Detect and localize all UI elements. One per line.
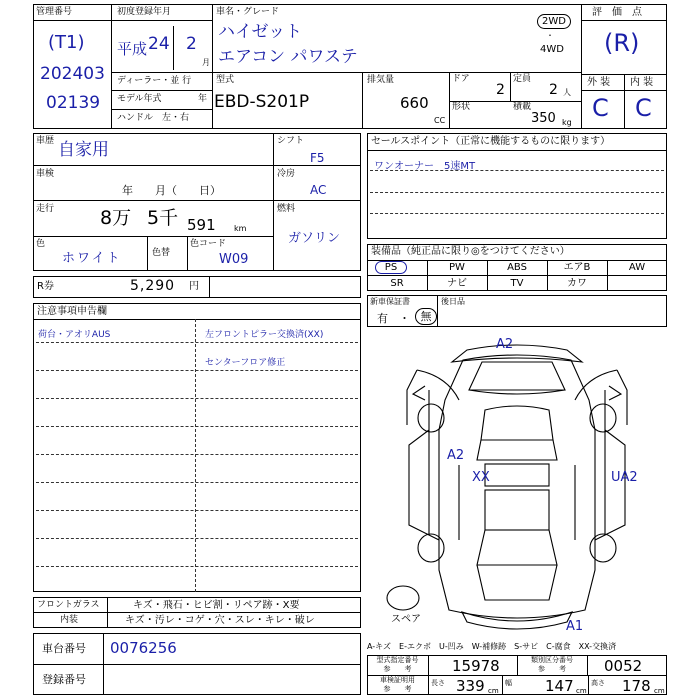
eval-score: (R) [604,29,640,57]
length-label: 長さ [431,679,445,687]
eval-label: 評 価 点 [592,7,642,18]
class-sub: 参 考 [538,665,566,673]
drive-dot: ・ [546,31,554,40]
load-value: 350 [531,111,556,126]
shift-value: F5 [310,151,325,165]
sales-point-frame [367,133,667,239]
history-label: 車歴 [36,136,55,146]
type-value: EBD-S201P [214,92,310,112]
interior-cond-label: 内装 [60,615,79,625]
color-code-label: 色コード [190,239,227,249]
model-year-unit: 年 [198,94,208,104]
length-unit: cm [488,687,499,695]
spare-label: スペア [391,614,421,625]
reg-year-label: 初度登録年月 [117,7,172,17]
notes-right-2: センターフロア修正 [205,358,286,368]
mgmt-label: 管理番号 [36,7,73,17]
era-year: 24 [148,34,170,54]
history-value: 自家用 [58,140,109,160]
front-glass-label: フロントガラス [37,600,100,610]
drive-2wd: 2WD [537,14,571,29]
shape-label: 形状 [452,102,471,112]
car-diagram [367,330,667,640]
exterior-label: 外 装 [587,77,611,88]
type-spec-label: 型式指定番号 [376,656,419,664]
load-unit: kg [562,118,572,127]
warranty-circled: 無 [415,308,437,325]
equipment-label: 装備品（純正品に限り◎をつけてください） [371,246,570,257]
car-grade: エアコン パワステ [218,47,358,67]
equip-pw: PW [449,262,465,273]
reg-no-label: 登録番号 [42,673,86,686]
color-change-label: 色替 [152,248,171,258]
mgmt-number-1: 202403 [40,64,105,84]
shaken-label: 車検 [36,169,55,179]
equip-ps: PS [375,261,407,274]
logbook-label: 後日品 [441,297,465,306]
ac-value: AC [310,183,327,197]
height-unit: cm [654,687,665,695]
interior-cond-value: キズ・汚レ・コゲ・穴・スレ・キレ・破レ [125,615,315,626]
type-spec-sub: 参 考 [383,665,412,673]
capacity-label: 定員 [513,74,532,84]
damage-right: UA2 [611,470,638,485]
damage-front: A2 [496,337,514,352]
notes-left-1: 荷台・アオリAUS [38,330,111,340]
equip-tv: TV [510,278,524,289]
fuel-label: 燃料 [277,204,296,214]
class-label: 類別区分番号 [531,656,573,664]
mileage-label: 走行 [36,204,55,214]
equip-airbag: エアB [563,262,591,273]
exterior-value: C [592,94,609,122]
dealer-label: ディーラー・並 行 [117,76,192,86]
equip-leather: カワ [567,278,587,289]
door-label: ドア [452,74,470,84]
mgmt-number-2: 02139 [46,93,101,113]
width-label: 幅 [505,679,512,687]
warranty-frame [367,295,667,327]
front-glass-value: キズ・飛石・ヒビ割・リペア跡・X要 [133,600,300,611]
color-value: ホワイト [62,251,122,266]
chassis-label: 車台番号 [42,642,86,655]
notes-right-1: 左フロントピラー交換済(XX) [205,330,324,340]
damage-left: A2 [447,448,465,463]
cert-label: 車検証明用 [380,676,415,684]
load-label: 積載 [513,102,532,112]
interior-value: C [635,94,652,122]
fuel-value: ガソリン [288,231,341,246]
color-label: 色 [36,239,46,249]
shift-label: シフト [277,136,305,146]
reg-month: 2 [186,34,197,54]
mileage-unit: km [234,224,247,233]
class-value: 0052 [604,657,643,675]
width-unit: cm [576,687,587,695]
mileage-sen: 5千 [147,207,179,229]
warranty-label: 新車保証書 [370,297,410,306]
name-grade-label: 車名・グレード [216,7,280,17]
mileage-rest: 591 [187,216,216,234]
model-year-label: モデル年式 [117,94,162,104]
color-code-value: W09 [219,252,249,267]
displacement-label: 排気量 [367,75,395,85]
cert-sub: 参 考 [383,685,412,693]
damage-center: XX [472,470,490,485]
sales-point-line-1: ワンオーナー 5速MT [374,161,476,172]
equip-sr: SR [390,278,404,289]
displacement-value: 660 [400,94,429,112]
length-value: 339 [456,677,485,695]
recycle-label: R券 [37,281,54,292]
capacity-unit: 人 [563,88,571,97]
equip-abs: ABS [507,262,527,273]
drive-4wd: 4WD [540,44,564,55]
height-value: 178 [622,677,651,695]
capacity-value: 2 [549,82,558,98]
door-value: 2 [496,82,505,98]
era: 平成 [117,40,148,58]
sales-point-label: セールスポイント（正常に機能するものに限ります） [371,136,611,147]
handle-label: ハンドル 左・右 [117,113,190,123]
month-unit: 月 [202,58,210,67]
ac-label: 冷房 [277,169,296,179]
width-value: 147 [545,677,574,695]
shaken-value: 年 月（ 日） [122,184,221,197]
damage-bottom: A1 [566,619,584,634]
chassis-value: 0076256 [110,639,177,657]
interior-label: 内 装 [630,77,654,88]
warranty-value: 有 ・ [377,312,410,325]
type-label: 型式 [216,75,235,85]
car-name: ハイゼット [218,22,303,42]
type-spec-value: 15978 [452,657,500,675]
displacement-unit: CC [434,116,446,125]
height-label: 高さ [591,679,605,687]
equip-navi: ナビ [447,278,467,289]
notes-label: 注意事項申告欄 [37,306,107,317]
equip-aw: AW [628,262,646,273]
recycle-unit: 円 [189,281,199,292]
damage-legend: A-キズ E-エクボ U-凹み W-補修跡 S-サビ C-腐食 XX-交換済 [367,642,617,651]
mgmt-t: (T1) [48,32,85,53]
mileage-man: 8万 [100,207,132,229]
notes-frame [33,303,361,592]
recycle-value: 5,290 [130,278,176,294]
